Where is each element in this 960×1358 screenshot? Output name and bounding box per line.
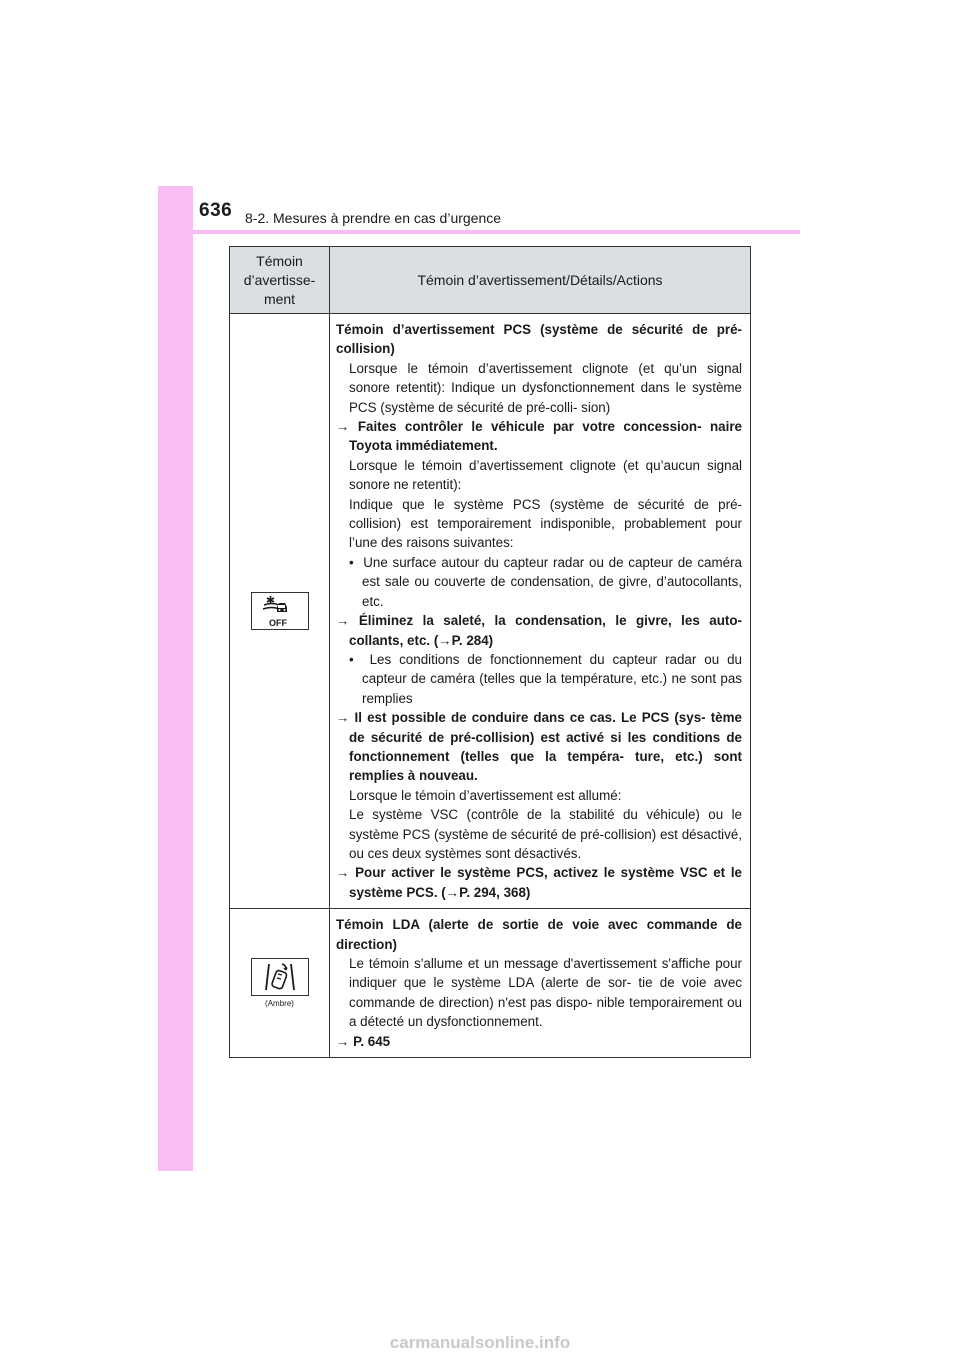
details-cell xyxy=(330,909,751,1058)
col-header-warning-light: Témoin d’avertisse- ment xyxy=(230,247,330,314)
pcs-off-icon-label: OFF xyxy=(268,618,287,629)
col-header-details: Témoin d’avertissement/Détails/Actions xyxy=(330,247,751,314)
pcs-text-4: Lorsque le témoin d’avertissement est allumé: xyxy=(349,787,622,803)
table-row xyxy=(230,314,751,909)
pcs-action-3: → Il est possible de conduire dans ce cas. Le PCS (sys- tème de sécurité de pré-collision) est activé si les conditions de fonctionnement (telles que la tempéra- ture, etc.) sont remplies à nouveau. xyxy=(336,710,742,784)
details-cell xyxy=(330,314,751,909)
pcs-bullet-2: • Les conditions de fonctionnement du capteur radar ou du capteur de caméra (telles que la température, etc.) ne sont pas remplies xyxy=(349,651,742,706)
lda-title: Témoin LDA (alerte de sortie de voie avec commande de direction) xyxy=(336,917,742,952)
pcs-bullet-1: • Une surface autour du capteur radar ou de capteur de caméra est sale ou couverte de condensation, de givre, d’autocollants, etc. xyxy=(349,554,742,609)
watermark-text: carmanualsonline.info xyxy=(389,1333,571,1352)
icon-cell xyxy=(230,909,330,1058)
lda-text-1: Le témoin s'allume et un message d'avertissement s'affiche pour indiquer que le système LDA (alerte de sor- tie de voie avec commande de direction) n'est pas dispo- nible temporairement ou a détecté un dysfonctionnement. xyxy=(349,956,742,1030)
section-title: 8-2. Mesures à prendre en cas d’urgence xyxy=(245,210,502,226)
lda-warning-icon xyxy=(251,958,309,996)
pcs-text-5: Le système VSC (contrôle de la stabilité du véhicule) ou le système PCS (système de sécurité de pré-collision) est désactivé, ou ces deux systèmes sont désactivés. xyxy=(349,807,742,861)
table-header-row xyxy=(230,247,751,314)
pcs-text-2: Lorsque le témoin d’avertissement clignote (et qu’aucun signal sonore ne retentit): xyxy=(349,457,742,493)
warning-table xyxy=(229,246,751,1058)
lda-action-1: → P. 645 xyxy=(336,1033,391,1049)
icon-cell xyxy=(230,314,330,909)
pcs-title: Témoin d’avertissement PCS (système de sécurité de pré-collision) xyxy=(336,322,742,357)
lda-icon-caption: (Ambre) xyxy=(265,999,294,1009)
pcs-off-warning-icon xyxy=(251,592,309,630)
pcs-text-1: Lorsque le témoin d’avertissement clignote (et qu’un signal sonore retentit): Indique un dysfonctionnement dans le système PCS (système de sécurité de pré-colli- sion) xyxy=(349,360,742,415)
pcs-action-2: → Éliminez la saleté, la condensation, le givre, les auto- collants, etc. (→P. 284) xyxy=(336,613,742,648)
pcs-action-4: → Pour activer le système PCS, activez le système VSC et le système PCS. (→P. 294, 368) xyxy=(336,865,742,900)
page-number: 636 xyxy=(199,200,233,221)
side-tab-band xyxy=(158,186,193,1171)
table-row xyxy=(230,909,751,1058)
header-rule xyxy=(158,230,800,234)
pcs-text-3: Indique que le système PCS (système de sécurité de pré- collision) est temporairement indisponible, probablement pour l’une des raisons suivantes: xyxy=(349,496,742,551)
pcs-action-1: → Faites contrôler le véhicule par votre concession- naire Toyota immédiatement. xyxy=(336,419,742,454)
